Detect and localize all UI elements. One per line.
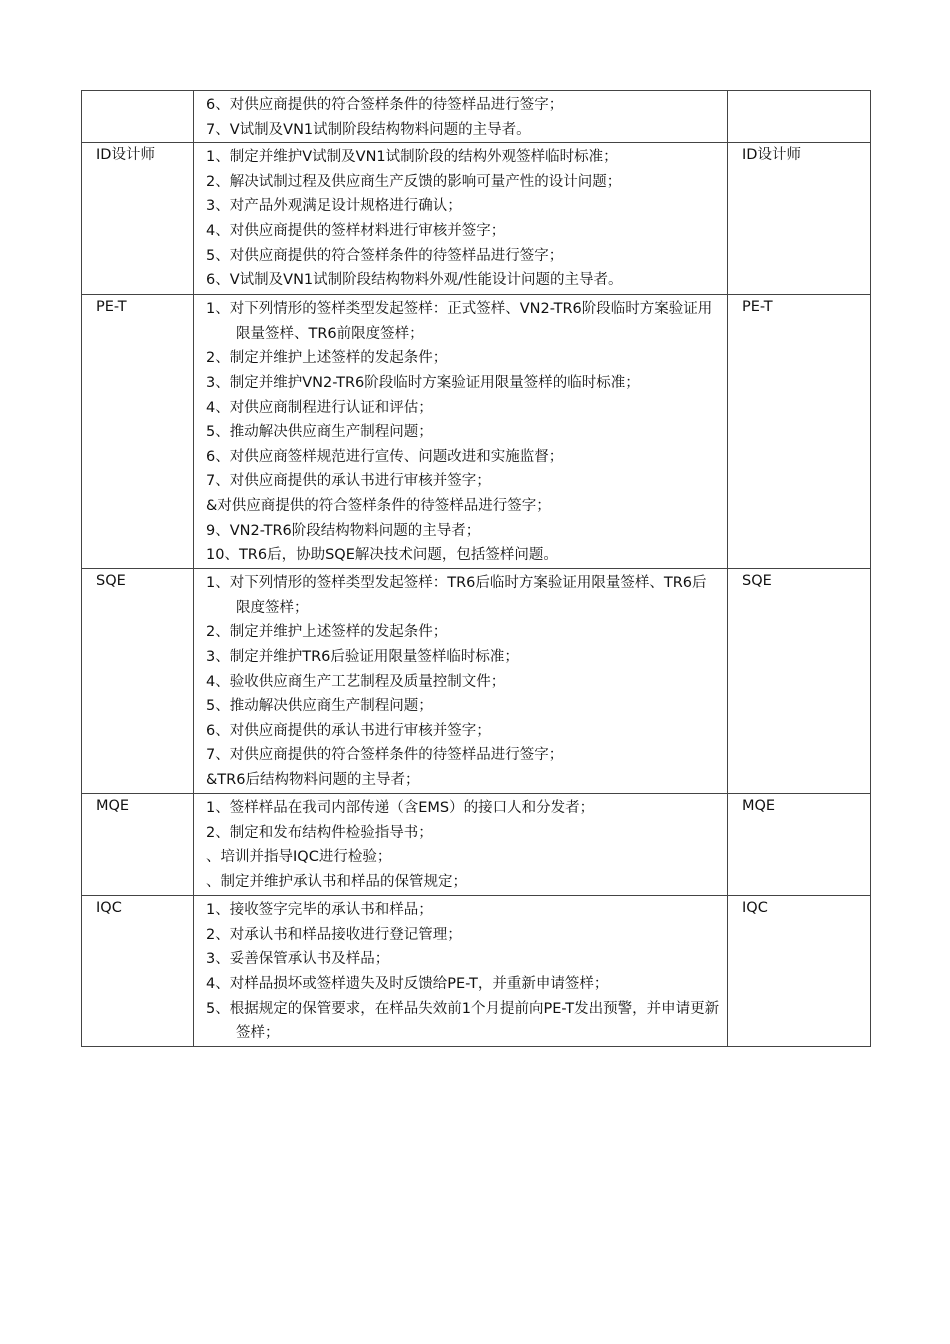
role-cell-left: IQC bbox=[82, 896, 194, 1047]
role-cell-right: SQE bbox=[728, 569, 871, 794]
duty-item: 7、对供应商提供的承认书进行审核并签字； bbox=[206, 473, 491, 490]
role-cell-left bbox=[82, 91, 194, 143]
table-row bbox=[82, 295, 871, 569]
table-row bbox=[82, 794, 871, 896]
role-cell-right: ID设计师 bbox=[728, 143, 871, 295]
duty-item: 6、对供应商提供的承认书进行审核并签字； bbox=[206, 722, 491, 739]
role-cell-right: MQE bbox=[728, 794, 871, 896]
duties-cell bbox=[194, 295, 728, 569]
duty-item: 9、VN2-TR6阶段结构物料问题的主导者； bbox=[206, 522, 481, 539]
duty-item: 3、制定并维护TR6后验证用限量签样临时标准； bbox=[206, 648, 519, 665]
duty-item: 5、推动解决供应商生产制程问题； bbox=[206, 424, 433, 441]
duty-item: 5、根据规定的保管要求，在样品失效前1个月提前向PE-T发出预警，并申请更新签样； bbox=[206, 1000, 720, 1042]
duty-item: 5、对供应商提供的符合签样条件的待签样品进行签字； bbox=[206, 247, 564, 264]
duty-item: 3、妥善保管承认书及样品； bbox=[206, 951, 390, 968]
duty-item: 10、TR6后，协助SQE解决技术问题，包括签样问题。 bbox=[206, 547, 558, 564]
duty-item: 3、制定并维护VN2-TR6阶段临时方案验证用限量签样的临时标准； bbox=[206, 374, 640, 391]
duty-item: 3、对产品外观满足设计规格进行确认； bbox=[206, 198, 462, 215]
duties-cell bbox=[194, 143, 728, 295]
duty-item: 1、制定并维护V试制及VN1试制阶段的结构外观签样临时标准； bbox=[206, 149, 618, 166]
role-cell-right bbox=[728, 91, 871, 143]
duties-cell bbox=[194, 896, 728, 1047]
table-row bbox=[82, 569, 871, 794]
duty-item: 6、对供应商签样规范进行宣传、问题改进和实施监督； bbox=[206, 448, 564, 465]
role-cell-left: SQE bbox=[82, 569, 194, 794]
duty-item: 、制定并维护承认书和样品的保管规定； bbox=[206, 873, 467, 890]
duty-item: 4、验收供应商生产工艺制程及质量控制文件； bbox=[206, 673, 506, 690]
duty-item: 2、制定并维护上述签样的发起条件； bbox=[206, 350, 448, 367]
duties-cell bbox=[194, 794, 728, 896]
duty-item: 1、签样样品在我司内部传递（含EMS）的接口人和分发者； bbox=[206, 800, 595, 817]
duty-item: 4、对供应商制程进行认证和评估； bbox=[206, 399, 433, 416]
duties-cell bbox=[194, 91, 728, 143]
duty-item: 5、推动解决供应商生产制程问题； bbox=[206, 698, 433, 715]
role-cell-left: PE-T bbox=[82, 295, 194, 569]
duties-cell bbox=[194, 569, 728, 794]
duty-item: 1、对下列情形的签样类型发起签样：正式签样、VN2-TR6阶段临时方案验证用限量签样、TR6前限度签样； bbox=[206, 301, 713, 342]
duty-item: &对供应商提供的符合签样条件的待签样品进行签字； bbox=[206, 497, 551, 514]
table-row bbox=[82, 143, 871, 295]
duty-item: 、培训并指导IQC进行检验； bbox=[206, 849, 392, 866]
duty-item: 2、制定和发布结构件检验指导书； bbox=[206, 824, 433, 841]
duty-item: &TR6后结构物料问题的主导者； bbox=[206, 771, 420, 788]
duty-item: 7、对供应商提供的符合签样条件的待签样品进行签字； bbox=[206, 747, 564, 764]
duty-item: 2、对承认书和样品接收进行登记管理； bbox=[206, 926, 462, 943]
duty-item: 1、接收签字完毕的承认书和样品； bbox=[206, 902, 433, 919]
duty-item: 6、V试制及VN1试制阶段结构物料外观/性能设计问题的主导者。 bbox=[206, 272, 623, 289]
duty-item: 4、对供应商提供的签样材料进行审核并签字； bbox=[206, 222, 506, 239]
table-row bbox=[82, 896, 871, 1047]
duty-item: 7、V试制及VN1试制阶段结构物料问题的主导者。 bbox=[206, 121, 531, 138]
duty-item: 4、对样品损坏或签样遗失及时反馈给PE-T，并重新申请签样； bbox=[206, 975, 609, 992]
role-cell-right: PE-T bbox=[728, 295, 871, 569]
duty-item: 2、制定并维护上述签样的发起条件； bbox=[206, 624, 448, 641]
duty-item: 6、对供应商提供的符合签样条件的待签样品进行签字； bbox=[206, 97, 564, 113]
role-cell-left: ID设计师 bbox=[82, 143, 194, 295]
table-row bbox=[82, 91, 871, 143]
roles-table bbox=[81, 90, 871, 1047]
role-cell-left: MQE bbox=[82, 794, 194, 896]
duty-item: 1、对下列情形的签样类型发起签样：TR6后临时方案验证用限量签样、TR6后限度签样； bbox=[206, 575, 707, 616]
duty-item: 2、解决试制过程及供应商生产反馈的影响可量产性的设计问题； bbox=[206, 173, 622, 190]
role-cell-right: IQC bbox=[728, 896, 871, 1047]
